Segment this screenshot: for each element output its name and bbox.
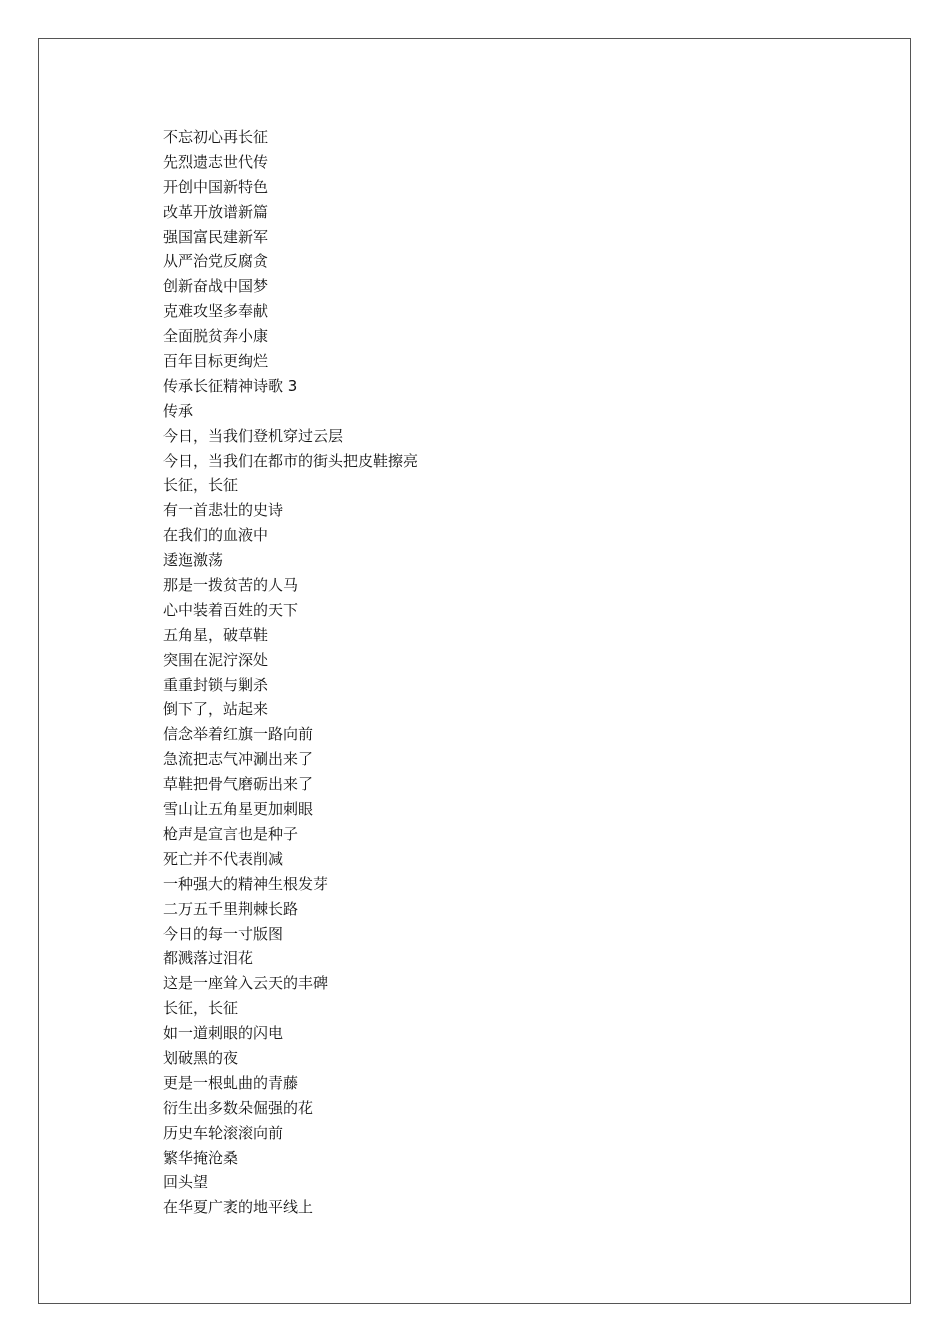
text-line: 在华夏广袤的地平线上: [163, 1198, 314, 1217]
text-line: 克难攻坚多奉献: [163, 302, 269, 321]
text-line: 枪声是宣言也是种子: [163, 824, 299, 843]
text-line: 先烈遗志世代传: [163, 152, 269, 171]
text-line: 百年目标更绚烂: [163, 352, 269, 371]
text-line: 长征，长征: [163, 476, 239, 495]
text-line: 在我们的血液中: [163, 526, 269, 545]
text-line: 倒下了，站起来: [163, 700, 269, 719]
text-line: 雪山让五角星更加刺眼: [163, 800, 314, 819]
text-line: 今日，当我们在都市的街头把皮鞋擦亮: [163, 451, 419, 470]
text-line: 草鞋把骨气磨砺出来了: [163, 775, 314, 794]
text-line: 从严治党反腐贪: [163, 252, 269, 271]
text-line: 传承长征精神诗歌 3: [163, 376, 298, 395]
text-line: 开创中国新特色: [163, 177, 269, 196]
text-line: 传承: [163, 401, 194, 420]
text-line: 长征，长征: [163, 999, 239, 1018]
text-line: 划破黑的夜: [163, 1048, 239, 1067]
text-line: 逶迤激荡: [163, 551, 224, 570]
text-line: 不忘初心再长征: [163, 128, 269, 146]
text-line: 一种强大的精神生根发芽: [163, 874, 329, 893]
text-line: 全面脱贫奔小康: [163, 327, 269, 346]
text-line: 回头望: [163, 1173, 209, 1192]
text-line: 急流把志气冲涮出来了: [163, 750, 314, 769]
text-line: 如一道刺眼的闪电: [163, 1024, 284, 1043]
text-line: 今日，当我们登机穿过云层: [163, 426, 344, 445]
text-line: 突围在泥泞深处: [163, 650, 269, 669]
text-line: 有一首悲壮的史诗: [163, 501, 284, 520]
text-line: 繁华掩沧桑: [163, 1148, 239, 1167]
text-line: 心中装着百姓的天下: [163, 600, 299, 619]
text-line: 重重封锁与剿杀: [163, 675, 269, 694]
text-line: 衍生出多数朵倔强的花: [163, 1098, 314, 1117]
text-line: 创新奋战中国梦: [163, 277, 269, 296]
text-line: 五角星，破草鞋: [163, 625, 269, 644]
text-line: 更是一根虬曲的青藤: [163, 1073, 299, 1092]
text-line: 那是一拨贫苦的人马: [163, 576, 299, 595]
text-line: 都溅落过泪花: [163, 949, 254, 968]
text-line: 改革开放谱新篇: [163, 202, 269, 221]
text-line: 历史车轮滚滚向前: [163, 1123, 284, 1142]
text-line: 信念举着红旗一路向前: [163, 725, 314, 744]
document-body: [163, 125, 418, 1220]
text-line: 这是一座耸入云天的丰碑: [163, 974, 329, 993]
text-line: 强国富民建新军: [163, 227, 269, 246]
text-line: 死亡并不代表削减: [163, 849, 284, 868]
text-line: 二万五千里荆棘长路: [163, 899, 299, 918]
text-line: 今日的每一寸版图: [163, 924, 284, 943]
